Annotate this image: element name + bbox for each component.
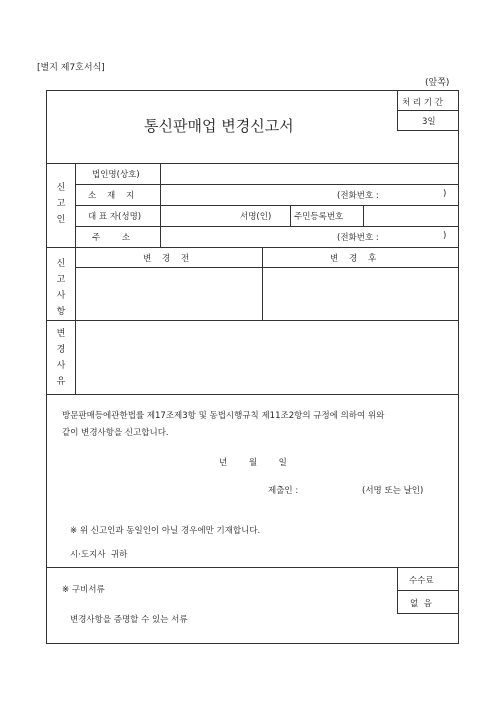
- form-id: [별지 제7호서식]: [37, 63, 105, 73]
- reason-section-label: 변 경 사 유: [56, 329, 66, 387]
- address-label: 소 재 지: [88, 191, 135, 201]
- reporter-section-label: 신 고 인: [56, 183, 66, 225]
- page-side: (앞쪽): [425, 78, 450, 88]
- phone-label-1: (전화번호 :: [337, 191, 379, 201]
- changes-section-label: 신 고 사 항: [56, 259, 66, 317]
- processing-period-label: 처 리 기 간: [402, 98, 443, 108]
- after-change-label: 변 경 후: [330, 254, 377, 264]
- addressee: 시·도지사 귀하: [70, 550, 128, 560]
- declaration-line-2: 같이 변경사항을 신고합니다.: [62, 428, 169, 438]
- attachments-label: ※ 구비서류: [62, 585, 105, 595]
- resident-number-label: 주민등록번호: [294, 212, 344, 222]
- fee-value: 없 음: [410, 599, 432, 609]
- corp-name-label: 법인명(상호): [92, 170, 140, 180]
- page-title: 통신판매업 변경신고서: [144, 117, 294, 135]
- signature-label: 서명(인): [240, 212, 272, 222]
- representative-label: 대 표 자(성명): [88, 212, 142, 222]
- declaration-date: 년 월 일: [219, 458, 287, 468]
- submitter-label: 제출인 :: [268, 486, 299, 496]
- fee-label: 수수료: [409, 576, 434, 586]
- home-address-label: 주 소: [92, 233, 131, 243]
- processing-period-value: 3일: [422, 117, 436, 127]
- attachment-item: 변경사항을 증명할 수 있는 서류: [70, 615, 188, 625]
- phone-close-1: ): [443, 189, 447, 199]
- phone-label-2: (전화번호 :: [337, 233, 379, 243]
- declaration-note: ※ 위 신고인과 동일인이 아닐 경우에만 기재합니다.: [70, 526, 261, 536]
- before-change-label: 변 경 전: [143, 254, 190, 264]
- declaration-line-1: 방문판매등에관한법률 제17조제3항 및 동법시행규칙 제11조2항의 규정에 의하여 위와: [62, 411, 385, 421]
- phone-close-2: ): [443, 231, 447, 241]
- signature-note: (서명 또는 날인): [362, 486, 424, 496]
